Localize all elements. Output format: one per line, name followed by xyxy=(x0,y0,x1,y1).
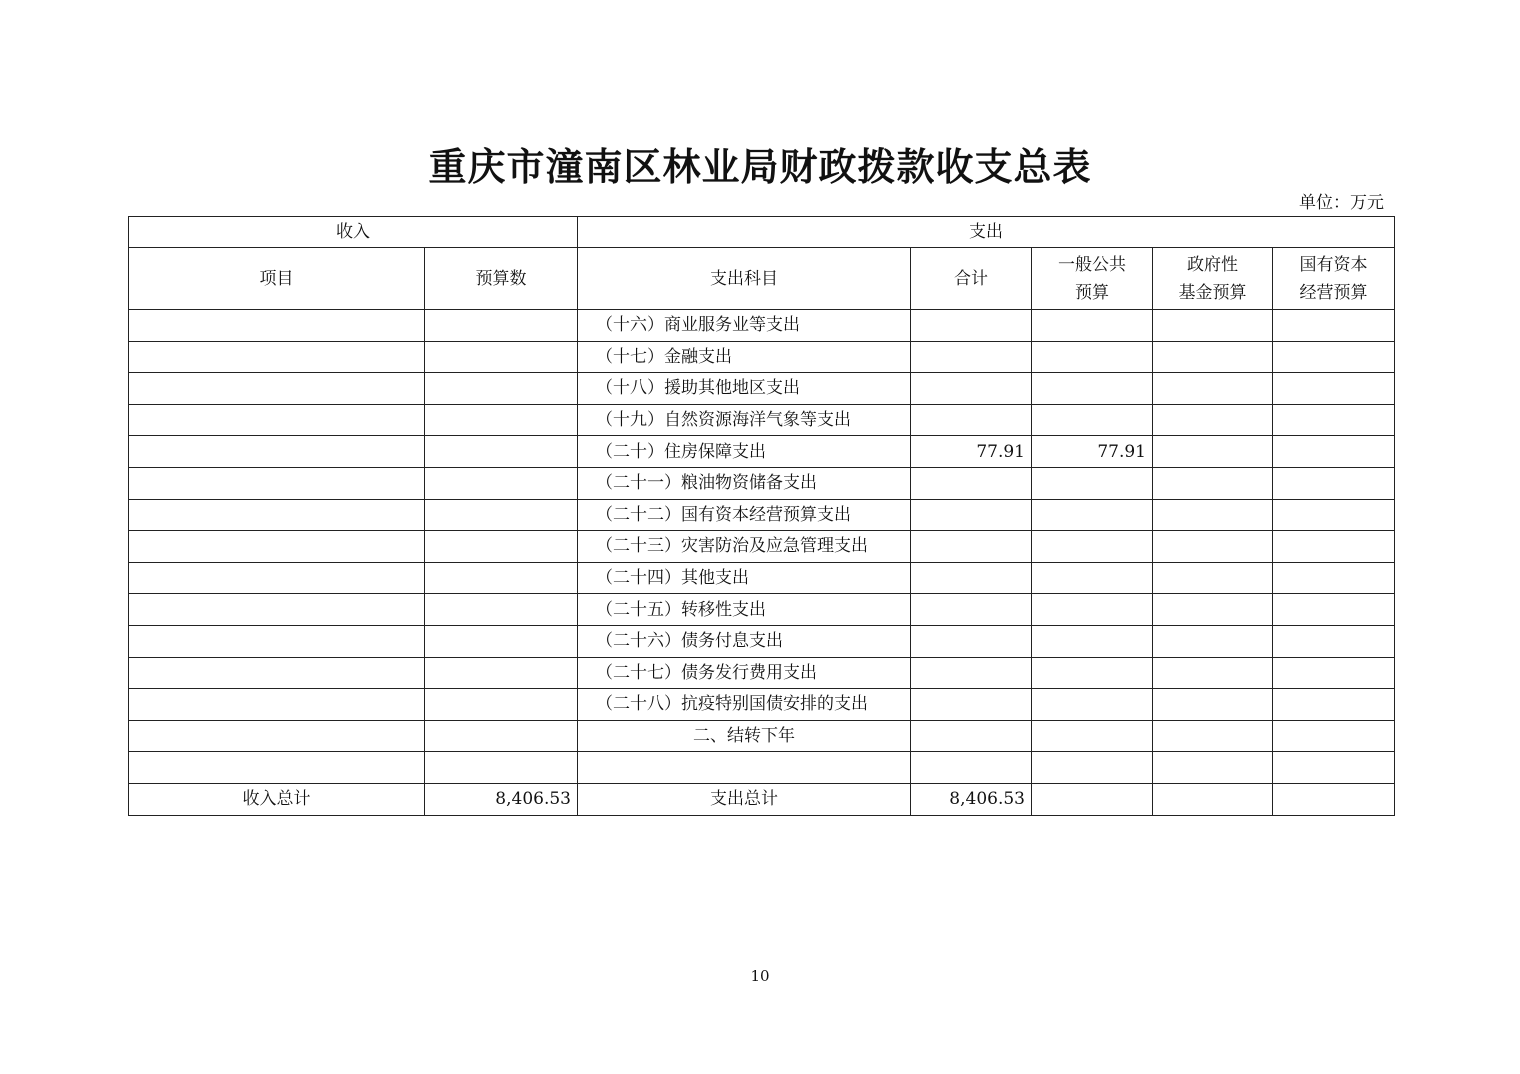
item-cell xyxy=(129,373,425,405)
state-capital-cell xyxy=(1273,562,1395,594)
table-cell xyxy=(425,720,578,752)
general-public-cell xyxy=(1032,625,1153,657)
expense-total-label: 支出总计 xyxy=(578,783,911,815)
total-cell xyxy=(911,341,1032,373)
blank-row xyxy=(129,752,1395,784)
column-header-budget: 预算数 xyxy=(425,248,578,310)
subject-cell: （二十一）粮油物资储备支出 xyxy=(578,467,911,499)
table-cell xyxy=(1273,720,1395,752)
page-number: 10 xyxy=(750,967,770,985)
table-row xyxy=(129,310,1395,342)
general-public-cell xyxy=(1032,467,1153,499)
budget-cell xyxy=(425,373,578,405)
column-header-gov-fund xyxy=(1153,248,1273,310)
general-public-cell: 77.91 xyxy=(1032,436,1153,468)
total-cell xyxy=(911,310,1032,342)
group-header-row xyxy=(129,217,1395,248)
table-cell xyxy=(1153,783,1273,815)
table-row xyxy=(129,689,1395,721)
totals-row xyxy=(129,783,1395,815)
item-cell xyxy=(129,467,425,499)
general-public-cell xyxy=(1032,373,1153,405)
subject-cell: （十六）商业服务业等支出 xyxy=(578,310,911,342)
item-cell xyxy=(129,531,425,563)
page-title: 重庆市潼南区林业局财政拨款收支总表 xyxy=(428,144,1092,189)
budget-cell xyxy=(425,594,578,626)
item-cell xyxy=(129,657,425,689)
table-cell xyxy=(1273,783,1395,815)
total-cell xyxy=(911,594,1032,626)
table-cell xyxy=(911,720,1032,752)
state-capital-cell xyxy=(1273,404,1395,436)
state-capital-cell xyxy=(1273,499,1395,531)
general-public-cell xyxy=(1032,531,1153,563)
general-public-cell xyxy=(1032,310,1153,342)
state-capital-cell xyxy=(1273,625,1395,657)
item-cell xyxy=(129,689,425,721)
table-row xyxy=(129,499,1395,531)
budget-cell xyxy=(425,657,578,689)
gov-fund-cell xyxy=(1153,657,1273,689)
table-row xyxy=(129,594,1395,626)
unit-label: 单位：万元 xyxy=(1299,193,1384,213)
table-row xyxy=(129,404,1395,436)
gov-fund-cell xyxy=(1153,499,1273,531)
item-cell xyxy=(129,625,425,657)
item-cell xyxy=(129,404,425,436)
general-public-cell xyxy=(1032,341,1153,373)
table-cell xyxy=(129,720,425,752)
gov-fund-cell xyxy=(1153,404,1273,436)
budget-cell xyxy=(425,341,578,373)
budget-cell xyxy=(425,689,578,721)
state-capital-cell xyxy=(1273,373,1395,405)
budget-cell xyxy=(425,562,578,594)
budget-cell xyxy=(425,499,578,531)
item-cell xyxy=(129,499,425,531)
general-public-line1: 一般公共 xyxy=(1058,254,1126,275)
subject-cell: （二十六）债务付息支出 xyxy=(578,625,911,657)
subject-cell: （十七）金融支出 xyxy=(578,341,911,373)
budget-cell xyxy=(425,467,578,499)
table-cell xyxy=(1153,752,1273,784)
table-cell xyxy=(578,752,911,784)
item-cell xyxy=(129,310,425,342)
subject-cell: （二十三）灾害防治及应急管理支出 xyxy=(578,531,911,563)
budget-cell xyxy=(425,310,578,342)
subject-cell: （十九）自然资源海洋气象等支出 xyxy=(578,404,911,436)
gov-fund-cell xyxy=(1153,625,1273,657)
table-row xyxy=(129,436,1395,468)
total-cell: 77.91 xyxy=(911,436,1032,468)
general-public-line2: 预算 xyxy=(1075,282,1109,303)
income-group-header: 收入 xyxy=(129,217,578,248)
state-capital-line2: 经营预算 xyxy=(1299,282,1368,303)
table-cell xyxy=(911,752,1032,784)
item-cell xyxy=(129,562,425,594)
subject-cell: （二十七）债务发行费用支出 xyxy=(578,657,911,689)
state-capital-cell xyxy=(1273,594,1395,626)
total-cell xyxy=(911,657,1032,689)
general-public-cell xyxy=(1032,689,1153,721)
total-cell xyxy=(911,404,1032,436)
state-capital-cell xyxy=(1273,689,1395,721)
gov-fund-cell xyxy=(1153,531,1273,563)
column-header-subject: 支出科目 xyxy=(578,248,911,310)
table-cell xyxy=(1032,752,1153,784)
subject-cell: （二十四）其他支出 xyxy=(578,562,911,594)
general-public-cell xyxy=(1032,404,1153,436)
gov-fund-cell xyxy=(1153,594,1273,626)
subject-cell: （十八）援助其他地区支出 xyxy=(578,373,911,405)
column-header-total: 合计 xyxy=(911,248,1032,310)
column-header-general-public xyxy=(1032,248,1153,310)
total-cell xyxy=(911,467,1032,499)
table-row xyxy=(129,341,1395,373)
state-capital-cell xyxy=(1273,310,1395,342)
column-header-state-capital xyxy=(1273,248,1395,310)
gov-fund-line2: 基金预算 xyxy=(1178,282,1247,303)
state-capital-cell xyxy=(1273,531,1395,563)
expense-group-header: 支出 xyxy=(578,217,1395,248)
gov-fund-cell xyxy=(1153,689,1273,721)
income-total-label: 收入总计 xyxy=(129,783,425,815)
gov-fund-cell xyxy=(1153,562,1273,594)
total-cell xyxy=(911,625,1032,657)
item-cell xyxy=(129,594,425,626)
income-total-value: 8,406.53 xyxy=(425,783,578,815)
gov-fund-cell xyxy=(1153,467,1273,499)
table-row xyxy=(129,625,1395,657)
budget-cell xyxy=(425,625,578,657)
subject-cell: （二十二）国有资本经营预算支出 xyxy=(578,499,911,531)
total-cell xyxy=(911,373,1032,405)
budget-cell xyxy=(425,436,578,468)
budget-cell xyxy=(425,531,578,563)
general-public-cell xyxy=(1032,499,1153,531)
gov-fund-cell xyxy=(1153,436,1273,468)
gov-fund-cell xyxy=(1153,310,1273,342)
total-cell xyxy=(911,689,1032,721)
carry-forward-label: 二、结转下年 xyxy=(578,720,911,752)
expense-total-value: 8,406.53 xyxy=(911,783,1032,815)
subject-cell: （二十八）抗疫特别国债安排的支出 xyxy=(578,689,911,721)
total-cell xyxy=(911,499,1032,531)
state-capital-line1: 国有资本 xyxy=(1299,254,1368,275)
table-row xyxy=(129,467,1395,499)
table-row xyxy=(129,373,1395,405)
table-cell xyxy=(425,752,578,784)
total-cell xyxy=(911,562,1032,594)
gov-fund-line1: 政府性 xyxy=(1187,254,1238,275)
state-capital-cell xyxy=(1273,436,1395,468)
state-capital-cell xyxy=(1273,341,1395,373)
table-row xyxy=(129,531,1395,563)
general-public-cell xyxy=(1032,562,1153,594)
column-header-row xyxy=(129,248,1395,310)
subject-cell: （二十）住房保障支出 xyxy=(578,436,911,468)
item-cell xyxy=(129,341,425,373)
budget-cell xyxy=(425,404,578,436)
table-cell xyxy=(1032,783,1153,815)
column-header-item: 项目 xyxy=(129,248,425,310)
state-capital-cell xyxy=(1273,657,1395,689)
item-cell xyxy=(129,436,425,468)
table-cell xyxy=(1032,720,1153,752)
subject-cell: （二十五）转移性支出 xyxy=(578,594,911,626)
table-cell xyxy=(1153,720,1273,752)
state-capital-cell xyxy=(1273,467,1395,499)
table-cell xyxy=(129,752,425,784)
gov-fund-cell xyxy=(1153,341,1273,373)
carry-forward-row xyxy=(129,720,1395,752)
general-public-cell xyxy=(1032,657,1153,689)
total-cell xyxy=(911,531,1032,563)
table-cell xyxy=(1273,752,1395,784)
general-public-cell xyxy=(1032,594,1153,626)
table-row xyxy=(129,562,1395,594)
gov-fund-cell xyxy=(1153,373,1273,405)
budget-table xyxy=(128,216,1395,816)
table-row xyxy=(129,657,1395,689)
